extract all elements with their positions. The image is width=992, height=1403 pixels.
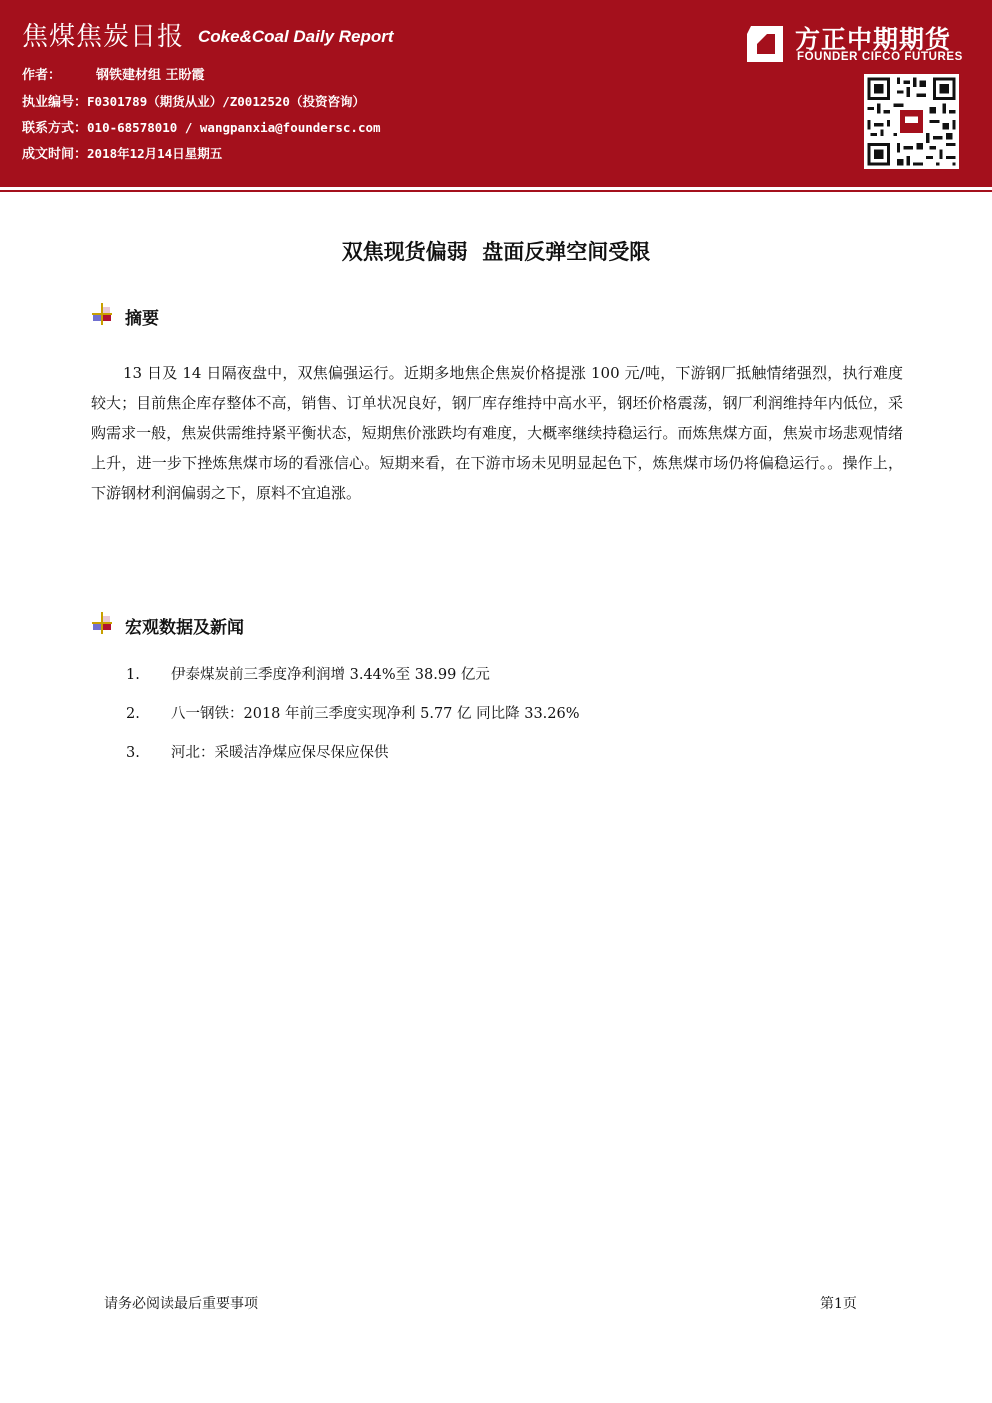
license-label: 执业编号： <box>22 95 88 110</box>
list-item-number: 2. <box>126 706 140 722</box>
news-heading-text: 宏观数据及新闻 <box>125 618 244 638</box>
list-item <box>126 741 580 780</box>
summary-heading-text: 摘要 <box>125 309 159 329</box>
author-row <box>22 64 205 83</box>
date-label: 成文时间： <box>22 147 88 162</box>
list-item-text: 八一钢铁：2018 年前三季度实现净利 5.77 亿 同比降 33.26% <box>171 706 580 722</box>
company-logo <box>745 20 975 70</box>
logo-name-cn: 方正中期期货 <box>795 25 952 54</box>
list-item <box>126 702 580 741</box>
founder-logo-icon <box>745 24 785 64</box>
summary-paragraph: 13 日及 14 日隔夜盘中，双焦偏强运行。近期多地焦企焦炭价格提涨 100 元/吨，下游钢厂抵触情绪强烈，执行难度较大；目前焦企库存整体不高，销售、订单状况良好，钢厂库存维持中高水平，钢坯价格震荡，钢厂利润维持年内低位，采购需求一般，焦炭供需维持紧平衡状态，短期焦价涨跌均有难度，大概率继续持稳运行。而炼焦煤方面，焦炭市场悲观情绪上升，进一步下挫炼焦煤市场的看涨信心。短期来看，在下游市场未见明显起色下，炼焦煤市场仍将偏稳运行。。操作上，下游钢材利润偏弱之下，原料不宜追涨。 <box>91 364 903 502</box>
news-list <box>126 663 580 780</box>
license-value: F0301789（期货从业）/Z0012520（投资咨询） <box>87 94 365 109</box>
section-bullet-icon <box>92 612 112 634</box>
report-title: 焦煤焦炭日报 <box>22 22 185 52</box>
author-value: 钢铁建材组 王盼霞 <box>96 68 205 83</box>
license-row <box>22 91 365 110</box>
list-item-number: 3. <box>126 745 140 761</box>
contact-value: 010-68578010 / wangpanxia@foundersc.com <box>87 120 381 135</box>
report-title-en: Coke&Coal Daily Report <box>198 27 394 46</box>
document-title: 双焦现货偏弱 盘面反弹空间受限 <box>341 240 651 264</box>
section-bullet-icon <box>92 303 112 325</box>
date-row <box>22 143 222 162</box>
contact-row <box>22 117 381 136</box>
list-item-text: 河北：采暖洁净煤应保尽保应保供 <box>171 745 389 761</box>
logo-name-en: FOUNDER CIFCO FUTURES <box>797 51 963 63</box>
page-number: 第1页 <box>820 1296 857 1312</box>
list-item-text: 伊泰煤炭前三季度净利润增 3.44%至 38.99 亿元 <box>171 667 490 683</box>
qr-code-icon <box>864 74 959 169</box>
header-divider <box>0 183 992 187</box>
author-label: 作者： <box>22 68 62 83</box>
list-item <box>126 663 580 702</box>
date-value: 2018年12月14日星期五 <box>87 146 223 161</box>
contact-label: 联系方式： <box>22 121 88 136</box>
header-divider-thin <box>0 190 992 192</box>
list-item-number: 1. <box>126 667 140 683</box>
footer-notice: 请务必阅读最后重要事项 <box>104 1296 258 1312</box>
